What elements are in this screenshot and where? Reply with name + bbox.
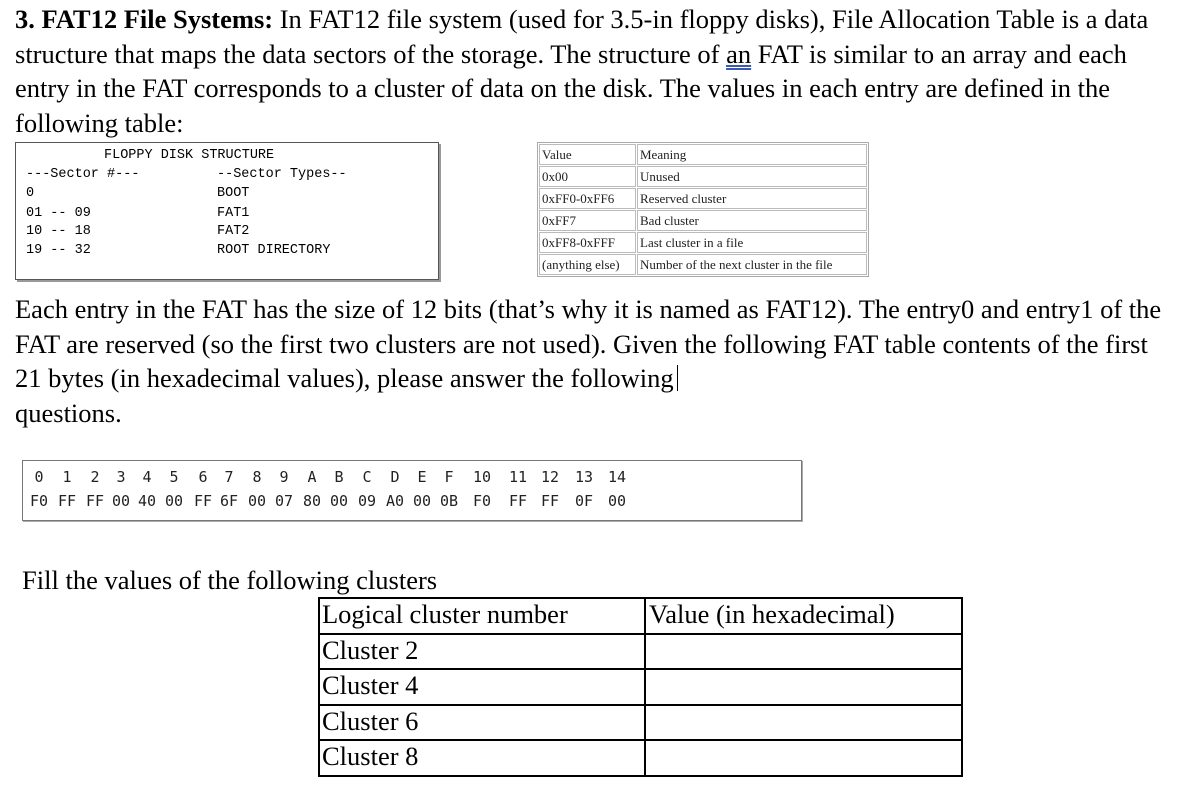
hex-byte-cell: FF [193, 492, 213, 510]
hex-index-cell: 2 [90, 468, 100, 486]
body-text: Each entry in the FAT has the size of 12 bits (that’s why it is named as FAT12). The entry0 and entry1 of the FAT are reserved (so the first two clusters are not used). Given the following FAT table contents of the first 21 bytes (in hexadecimal values), please answer the following [15, 294, 1162, 393]
header-cell: Value (in hexadecimal) [645, 598, 962, 634]
cluster-value-field[interactable] [645, 705, 962, 741]
hex-byte-cell: 6F [219, 492, 239, 510]
header-cell: Value [539, 144, 636, 165]
hex-index-cell: 8 [252, 468, 262, 486]
hex-index-cell: 6 [198, 468, 208, 486]
hex-byte-cell: 00 [164, 492, 184, 510]
floppy-sector: 01 -- 09 [26, 206, 91, 221]
floppy-sector: 10 -- 18 [26, 224, 91, 239]
hex-byte-cell: F0 [472, 492, 492, 510]
intro-text-a: In FAT12 file system (used for 3.5-in floppy disks), File Allocation Table is a data structure that maps the data sectors of the storage. The structure of [15, 4, 1149, 69]
question-title: 3. FAT12 File Systems: [15, 4, 274, 34]
cluster-label: Cluster 4 [319, 669, 645, 705]
table-row [319, 634, 962, 670]
table-row [539, 254, 867, 275]
table-row [319, 740, 962, 776]
hex-index-cell: 4 [142, 468, 152, 486]
floppy-sector: 0 [26, 186, 35, 201]
hex-index-cell: A [307, 468, 317, 486]
meaning-cell: Bad cluster [637, 210, 867, 231]
hex-index-cell: 11 [508, 468, 528, 486]
hex-byte-cell: 00 [111, 492, 131, 510]
floppy-col-sector-header: ---Sector #--- [26, 167, 140, 182]
table-row [539, 210, 867, 231]
hex-byte-cell: 00 [412, 492, 432, 510]
meaning-cell: Reserved cluster [637, 188, 867, 209]
cluster-value-field[interactable] [645, 740, 962, 776]
hex-byte-cell: 0F [574, 492, 594, 510]
hex-index-cell: 7 [224, 468, 234, 486]
table-row [539, 166, 867, 187]
table-row [319, 705, 962, 741]
meaning-cell: Number of the next cluster in the file [637, 254, 867, 275]
hex-index-cell: B [334, 468, 344, 486]
cluster-label: Cluster 8 [319, 740, 645, 776]
value-cell: 0xFF7 [539, 210, 636, 231]
hex-byte-cell: FF [508, 492, 528, 510]
table-row [319, 669, 962, 705]
hex-byte-cell: FF [57, 492, 77, 510]
meaning-cell: Last cluster in a file [637, 232, 867, 253]
table-header-row [539, 144, 867, 165]
cluster-value-field[interactable] [645, 669, 962, 705]
hex-index-cell: 5 [169, 468, 179, 486]
fat-hex-bytes-box [22, 460, 802, 521]
value-cell: (anything else) [539, 254, 636, 275]
hex-index-cell: C [362, 468, 372, 486]
hex-byte-cell: 00 [607, 492, 627, 510]
hex-byte-cell: 00 [329, 492, 349, 510]
cluster-label: Cluster 2 [319, 634, 645, 670]
hex-index-cell: 0 [34, 468, 44, 486]
cluster-value-field[interactable] [645, 634, 962, 670]
floppy-col-type-header: --Sector Types-- [217, 167, 347, 182]
hex-byte-cell: 00 [247, 492, 267, 510]
hex-index-cell: E [417, 468, 427, 486]
question-body [15, 292, 1175, 430]
hex-byte-cell: F0 [29, 492, 49, 510]
intro-underlined-word: an [726, 38, 752, 69]
cluster-label: Cluster 6 [319, 705, 645, 741]
table-row [539, 188, 867, 209]
hex-byte-cell: FF [85, 492, 105, 510]
intro-text-b: FAT is similar to an array and each entry in the FAT corresponds to a cluster of data on the disk. The values in each entry are defined in the following table: [15, 38, 1127, 138]
floppy-type: FAT1 [217, 206, 250, 221]
hex-index-cell: F [444, 468, 454, 486]
hex-byte-cell: 09 [357, 492, 377, 510]
question-intro [15, 2, 1175, 140]
hex-index-cell: 12 [540, 468, 560, 486]
floppy-sector: 19 -- 32 [26, 243, 91, 258]
hex-index-cell: 3 [116, 468, 126, 486]
hex-byte-cell: 07 [274, 492, 294, 510]
hex-index-cell: 1 [62, 468, 72, 486]
hex-index-cell: 14 [607, 468, 627, 486]
text-cursor [677, 365, 679, 391]
floppy-type: ROOT DIRECTORY [217, 243, 331, 258]
hex-byte-cell: A0 [385, 492, 405, 510]
hex-index-cell: D [390, 468, 400, 486]
hex-byte-cell: 40 [137, 492, 157, 510]
hex-byte-cell: 0B [439, 492, 459, 510]
floppy-title: FLOPPY DISK STRUCTURE [104, 148, 275, 163]
hex-index-cell: 9 [279, 468, 289, 486]
hex-byte-cell: FF [540, 492, 560, 510]
floppy-disk-structure-box [15, 142, 439, 280]
fill-instruction: Fill the values of the following clusters [22, 565, 438, 595]
table-header-row [319, 598, 962, 634]
meaning-cell: Unused [637, 166, 867, 187]
hex-index-cell: 13 [574, 468, 594, 486]
value-cell: 0xFF0-0xFF6 [539, 188, 636, 209]
hex-byte-cell: 80 [302, 492, 322, 510]
header-cell: Logical cluster number [319, 598, 645, 634]
floppy-type: FAT2 [217, 224, 250, 239]
cluster-answer-table [318, 597, 963, 777]
fat-value-meaning-table [537, 142, 869, 277]
header-cell: Meaning [637, 144, 867, 165]
body-text-end: questions. [15, 397, 122, 428]
value-cell: 0x00 [539, 166, 636, 187]
table-row [539, 232, 867, 253]
floppy-type: BOOT [217, 186, 250, 201]
value-cell: 0xFF8-0xFFF [539, 232, 636, 253]
hex-index-cell: 10 [472, 468, 492, 486]
